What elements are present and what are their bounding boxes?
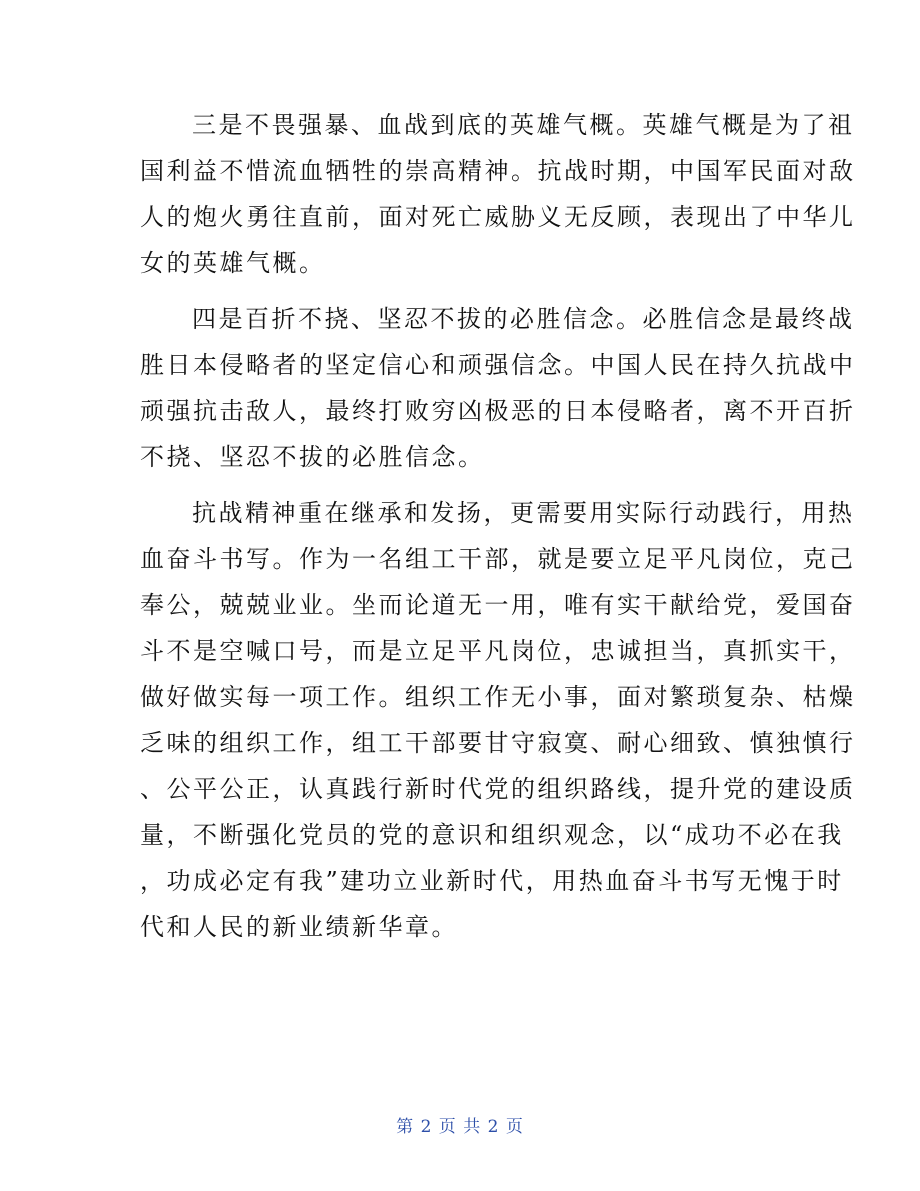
- text-line: 人的炮火勇往直前，面对死亡威胁义无反顾，表现出了中华儿: [140, 203, 856, 231]
- text-line: 胜日本侵略者的坚定信心和顽强信念。中国人民在持久抗战中: [140, 351, 856, 379]
- text-line: 奉公，兢兢业业。坐而论道无一用，唯有实干献给党，爱国奋: [140, 591, 856, 619]
- paragraph-1: [140, 102, 856, 286]
- text-line: 量，不断强化党员的党的意识和组织观念，以“成功不必在我: [140, 821, 844, 849]
- text-line: 女的英雄气概。: [140, 249, 326, 277]
- text-line: 顽强抗击敌人，最终打败穷凶极恶的日本侵略者，离不开百折: [140, 397, 856, 425]
- paragraph-2: [140, 296, 856, 480]
- text-line: 抗战精神重在继承和发扬，更需要用实际行动践行，用热: [192, 499, 855, 527]
- text-line: 不挠、坚忍不拔的必胜信念。: [140, 443, 485, 471]
- text-line: 、公平公正，认真践行新时代党的组织路线，提升党的建设质: [140, 775, 856, 803]
- text-line: 血奋斗书写。作为一名组工干部，就是要立足平凡岗位，克己: [140, 545, 856, 573]
- text-line: 三是不畏强暴、血战到底的英雄气概。英雄气概是为了祖: [192, 111, 855, 139]
- paragraph-3: [140, 490, 856, 950]
- text-line: 做好做实每一项工作。组织工作无小事，面对繁琐复杂、枯燥: [140, 683, 856, 711]
- page-number-footer: 第 2 页 共 2 页: [396, 1117, 524, 1137]
- text-line: 乏味的组织工作，组工干部要甘守寂寞、耐心细致、慎独慎行: [140, 729, 856, 757]
- text-line: 代和人民的新业绩新华章。: [140, 913, 458, 941]
- document-body: [140, 102, 856, 960]
- text-line: 四是百折不挠、坚忍不拔的必胜信念。必胜信念是最终战: [192, 305, 855, 333]
- text-line: 斗不是空喊口号，而是立足平凡岗位，忠诚担当，真抓实干，: [140, 637, 856, 665]
- text-line: 国利益不惜流血牺牲的崇高精神。抗战时期，中国军民面对敌: [140, 157, 856, 185]
- text-line: ，功成必定有我”建功立业新时代，用热血奋斗书写无愧于时: [140, 867, 844, 895]
